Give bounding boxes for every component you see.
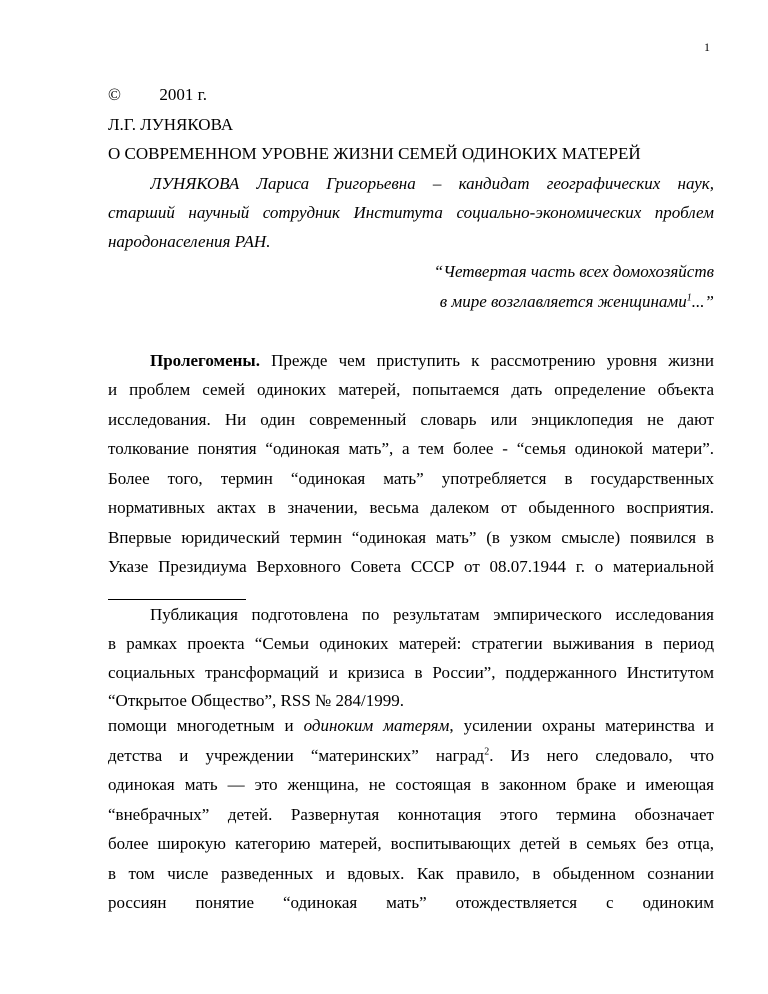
para2-italic: одиноким матерям xyxy=(303,716,450,735)
para1-line-5: Более того, термин “одинокая мать” употребляется в государственных xyxy=(108,469,714,488)
para2-line-3: одинокая мать — это женщина, не состоящая в законном браке и имеющая xyxy=(108,775,714,794)
para2-text-b: , усилении охраны материнства и xyxy=(449,716,714,735)
epigraph-ending: ...” xyxy=(691,292,714,311)
para1-text: Прежде чем приступить к рассмотрению уровня жизни xyxy=(259,351,714,370)
para2-line-5: более широкую категорию матерей, воспитывающих детей в семьях без отца, xyxy=(108,834,714,853)
para2-text-c: детства и учреждении “материнских” наград xyxy=(108,746,485,765)
para2-line-2 xyxy=(108,746,714,770)
para2-line-6: в том числе разведенных и вдовых. Как правило, в обыденном сознании xyxy=(108,864,714,883)
article-title: О СОВРЕМЕННОМ УРОВНЕ ЖИЗНИ СЕМЕЙ ОДИНОКИХ МАТЕРЕЙ xyxy=(108,144,641,163)
para1-line-4: толкование понятия “одинокая мать”, а тем более - “семья одинокой матери”. xyxy=(108,439,714,458)
footnote-line-1: Публикация подготовлена по результатам эмпирического исследования xyxy=(150,605,714,624)
para1-line-8: Указе Президиума Верховного Совета СССР от 08.07.1944 г. о материальной xyxy=(108,557,714,576)
epigraph-text: в мире возглавляется женщинами xyxy=(439,292,687,311)
para2-text-d: . Из него следовало, что xyxy=(489,746,714,765)
footnote-line-3: социальных трансформаций и кризиса в России”, поддержанного Институтом xyxy=(108,663,714,682)
footnote-line-2: в рамках проекта “Семьи одиноких матерей: стратегии выживания в период xyxy=(108,634,714,653)
prolegomena-heading: Пролегомены. xyxy=(150,351,260,370)
page-number: 1 xyxy=(704,40,710,54)
para1-line-1 xyxy=(150,351,714,375)
copyright-line xyxy=(108,85,714,105)
footnote-ref-1: 1 xyxy=(686,292,692,304)
para2-line-7: россиян понятие “одинокая мать” отождествляется с одиноким xyxy=(108,893,714,912)
author-info-line-1: ЛУНЯКОВА Лариса Григорьевна – кандидат географических наук, xyxy=(150,174,714,193)
footnote-separator xyxy=(108,599,246,600)
para1-line-6: нормативных актах в значении, весьма далеком от обыденного восприятия. xyxy=(108,498,714,517)
para1-line-3: исследования. Ни один современный словарь или энциклопедия не дают xyxy=(108,410,714,429)
copyright-symbol: © xyxy=(108,85,121,104)
author-info-line-2: старший научный сотрудник Института социально-экономических проблем xyxy=(108,203,714,222)
author-name: Л.Г. ЛУНЯКОВА xyxy=(108,115,234,134)
author-info-line-3: народонаселения РАН. xyxy=(108,232,271,251)
para2-text-a: помощи многодетным и xyxy=(108,716,304,735)
epigraph-line-1: “Четвертая часть всех домохозяйств xyxy=(433,262,714,281)
para2-line-4: “внебрачных” детей. Развернутая коннотация этого термина обозначает xyxy=(108,805,714,824)
para1-line-7: Впервые юридический термин “одинокая мать” (в узком смысле) появился в xyxy=(108,528,714,547)
year: 2001 г. xyxy=(159,85,207,104)
footnote-ref-2: 2 xyxy=(484,746,490,758)
epigraph-line-2 xyxy=(108,292,714,312)
para1-line-2: и проблем семей одиноких матерей, попытаемся дать определение объекта xyxy=(108,380,714,399)
footnote-line-4: “Открытое Общество”, RSS № 284/1999. xyxy=(108,691,404,710)
para2-line-1 xyxy=(108,716,714,740)
